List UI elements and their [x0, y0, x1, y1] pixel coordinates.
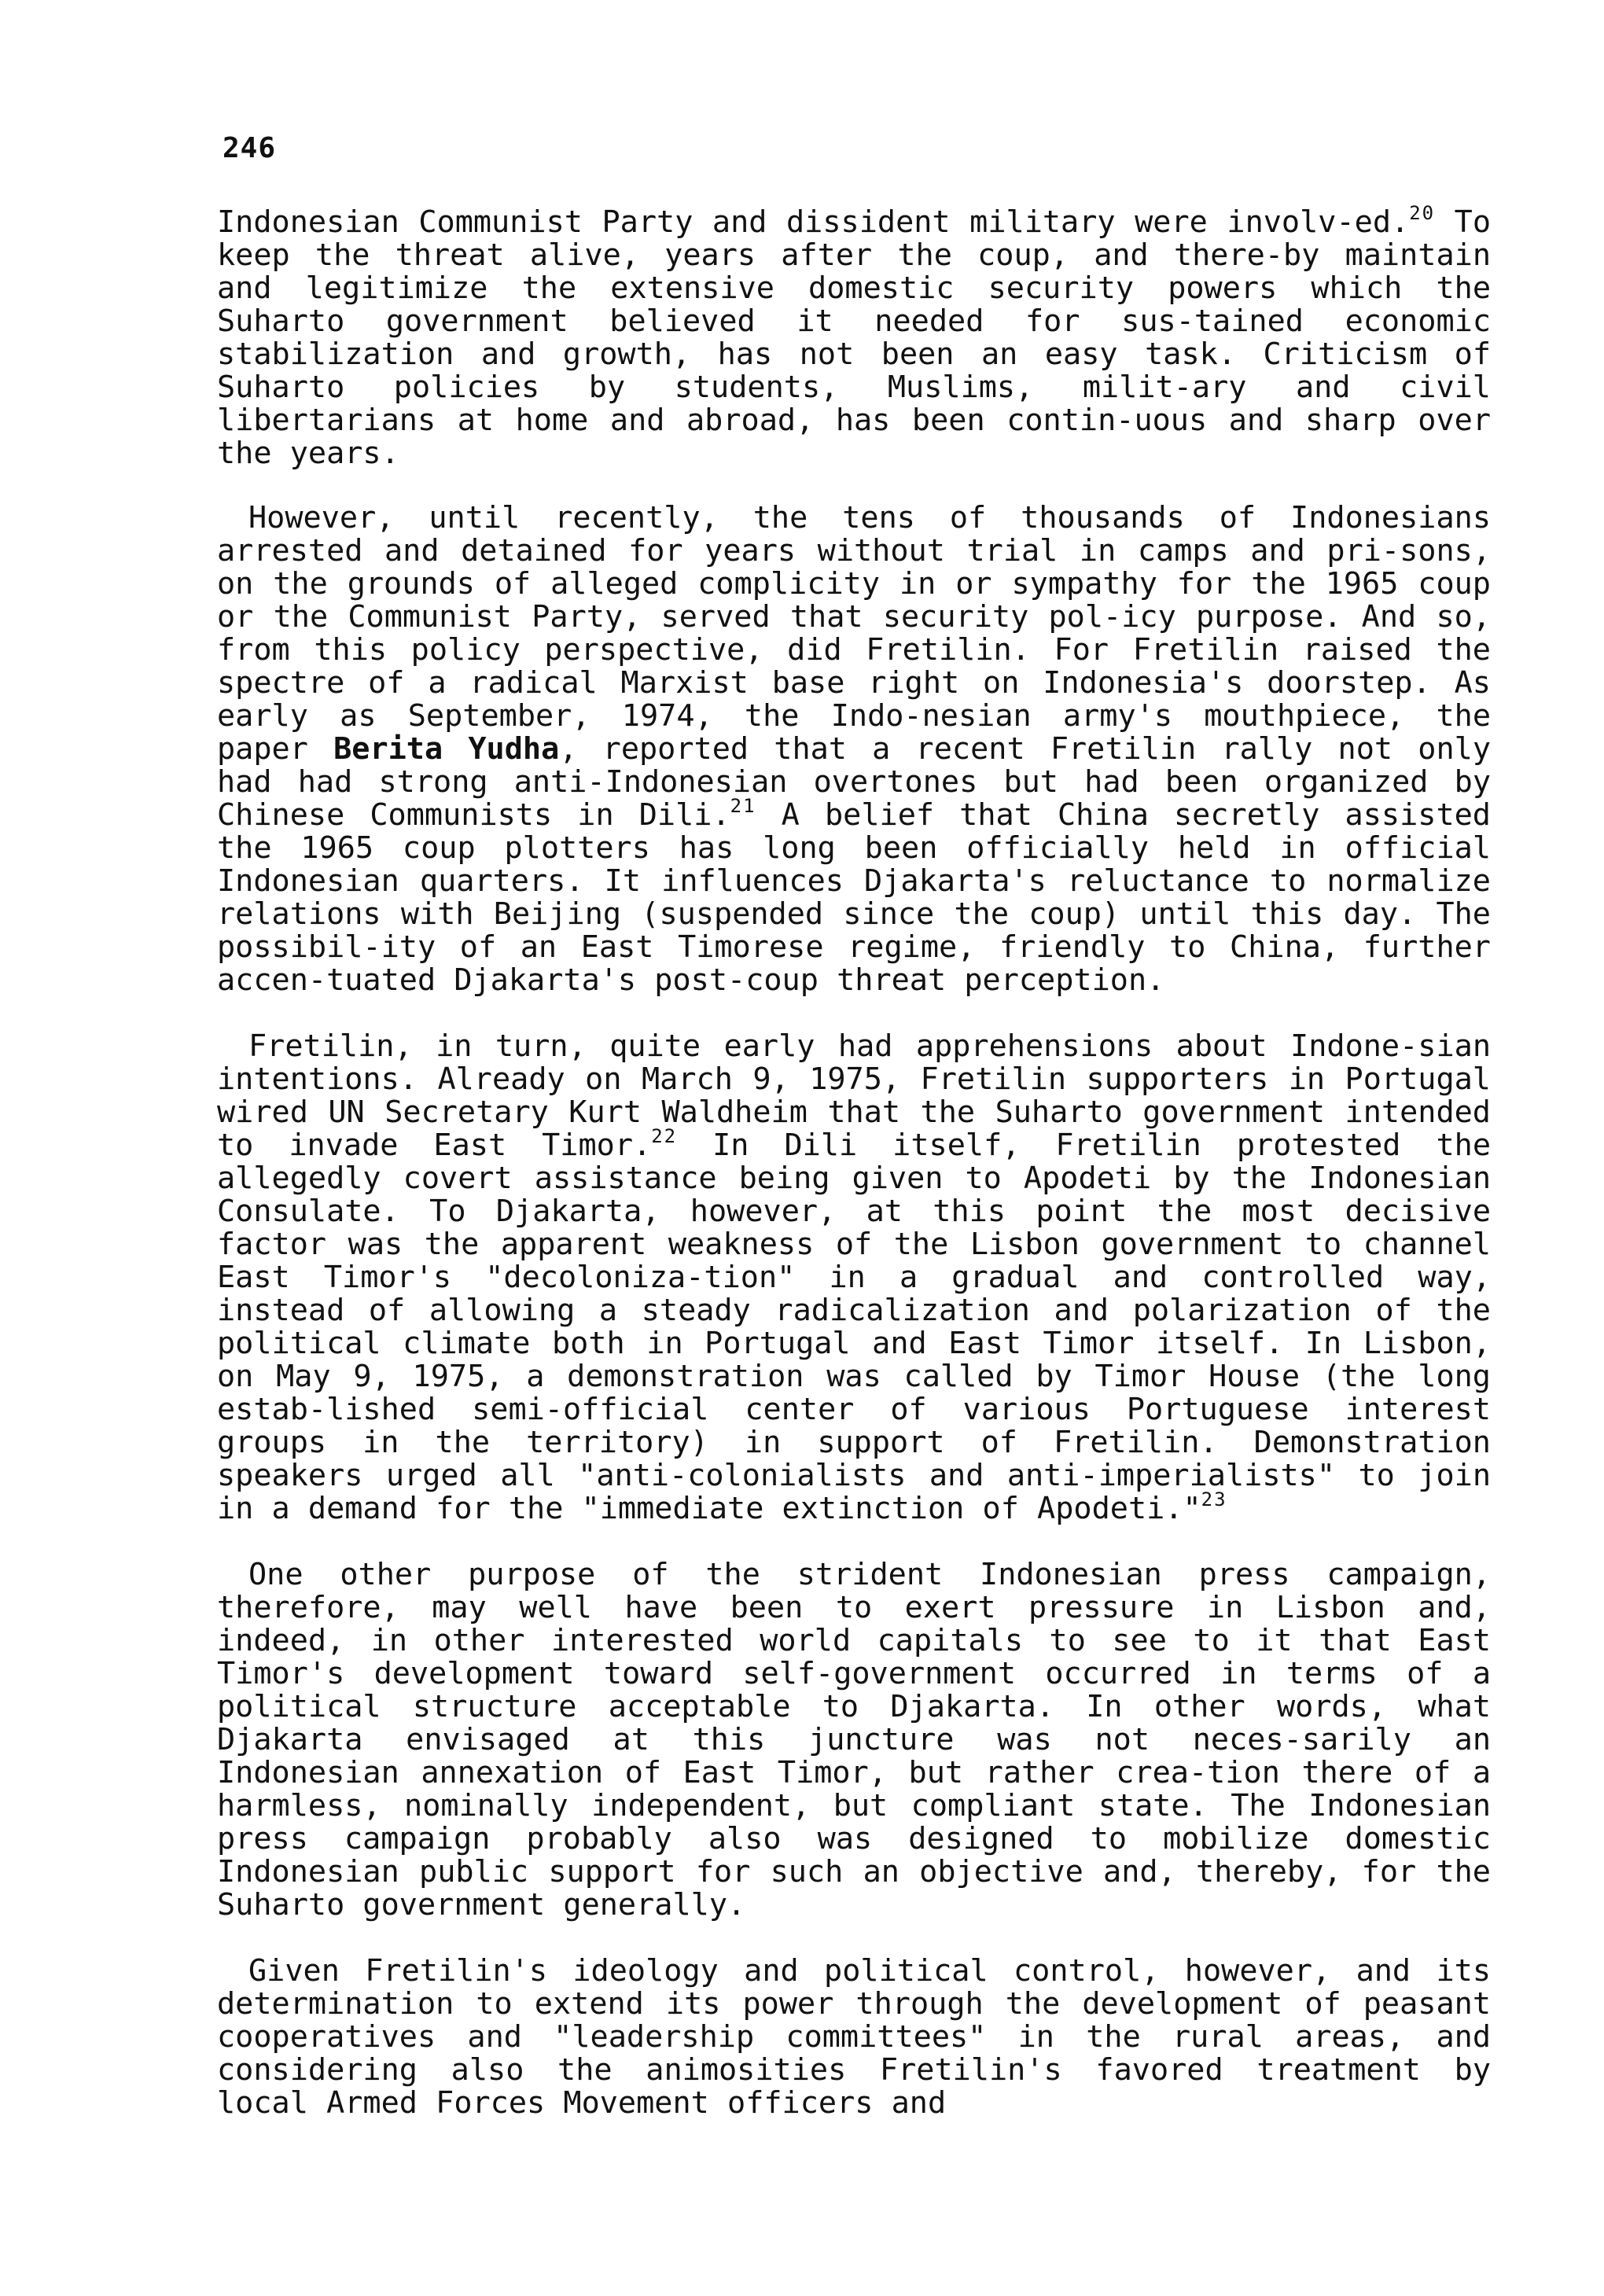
paragraph-2: [217, 502, 1491, 997]
page-number: 246: [223, 132, 277, 164]
newspaper-title: Berita Yudha: [333, 731, 560, 767]
footnote-ref-20: 20: [1409, 202, 1436, 224]
paragraph-4-text: One other purpose of the strident Indonesian press campaign, therefore, may well have been to exert pressure in Lisbon and, indeed, in other interested world capitals to see to it that East Timor's development toward self-government occurred in terms of a political structure acceptable to Djakarta. In other words, what Djakarta envisaged at this juncture was not neces-sarily an Indonesian annexation of East Timor, but rather crea-tion there of a harmless, nominally independent, but compliant state. The Indonesian press campaign probably also was designed to mobilize domestic Indonesian public support for such an objective and, thereby, for the Suharto government generally.: [217, 1557, 1491, 1923]
paragraph-3-text-b: In Dili itself, Fretilin protested the allegedly covert assistance being given to Apodeti by the Indonesian Consulate. To Djakarta, however, at this point the most decisive factor was the apparent weakness of the Lisbon government to channel East Timor's "decoloniza-tion" in a gradual and controlled way, instead of allowing a steady radicalization and polarization of the political climate both in Portugal and East Timor itself. In Lisbon, on May 9, 1975, a demonstration was called by Timor House (the long estab-lished semi-official center of various Portuguese interest groups in the territory) in support of Fretilin. Demonstration speakers urged all "anti-colonialists and anti-imperialists" to join in a demand for the "immediate extinction of Apodeti.": [217, 1128, 1492, 1526]
paragraph-2-text-b: , reported that a recent Fretilin rally not only had had strong anti-Indonesian overtones but had been organized by Chinese Communists in Dili.: [217, 731, 1491, 833]
paragraph-4: [217, 1558, 1491, 1922]
paragraph-5-text: Given Fretilin's ideology and political control, however, and its determination to extend its power through the development of peasant cooperatives and "leadership committees" in the rural areas, and considering also the animosities Fretilin's favored treatment by local Armed Forces Movement officers and: [217, 1953, 1491, 2121]
paragraph-3: [217, 1030, 1491, 1525]
paragraph-1: [217, 202, 1491, 471]
footnote-ref-23: 23: [1201, 1488, 1227, 1510]
page-body: [217, 202, 1492, 2121]
paragraph-1-text-b: To keep the threat alive, years after the coup, and there-by maintain and legitimize the extensive domestic security powers which the Suharto government believed it needed for sus-tained economic stabilization and growth, has not been an easy task. Criticism of Suharto policies by students, Muslims, milit-ary and civil libertarians at home and abroad, has been contin-uous and sharp over the years.: [217, 204, 1491, 471]
footnote-ref-22: 22: [651, 1125, 678, 1147]
paragraph-2-text-c: A belief that China secretly assisted the 1965 coup plotters has long been officially held in official Indonesian quarters. It influences Djakarta's reluctance to normalize relations with Beijing (suspended since the coup) until this day. The possibil-ity of an East Timorese regime, friendly to China, further accen-tuated Djakarta's post-coup threat perception.: [217, 797, 1491, 998]
paragraph-1-text-a: Indonesian Communist Party and dissident military were involv-ed.: [217, 204, 1410, 240]
paragraph-5: [217, 1955, 1491, 2120]
paragraph-3-text-a: Fretilin, in turn, quite early had apprehensions about Indone-sian intentions. Already on March 9, 1975, Fretilin supporters in Portugal wired UN Secretary Kurt Waldheim that the Suharto government intended to invade East Timor.: [217, 1028, 1491, 1163]
footnote-ref-21: 21: [730, 795, 756, 817]
paragraph-2-text-a: However, until recently, the tens of thousands of Indonesians arrested and detained for years without trial in camps and pri-sons, on the grounds of alleged complicity in or sympathy for the 1965 coup or the Communist Party, served that security pol-icy purpose. And so, from this policy perspective, did Fretilin. For Fretilin raised the spectre of a radical Marxist base right on Indonesia's doorstep. As early as September, 1974, the Indo-nesian army's mouthpiece, the paper: [217, 500, 1491, 767]
